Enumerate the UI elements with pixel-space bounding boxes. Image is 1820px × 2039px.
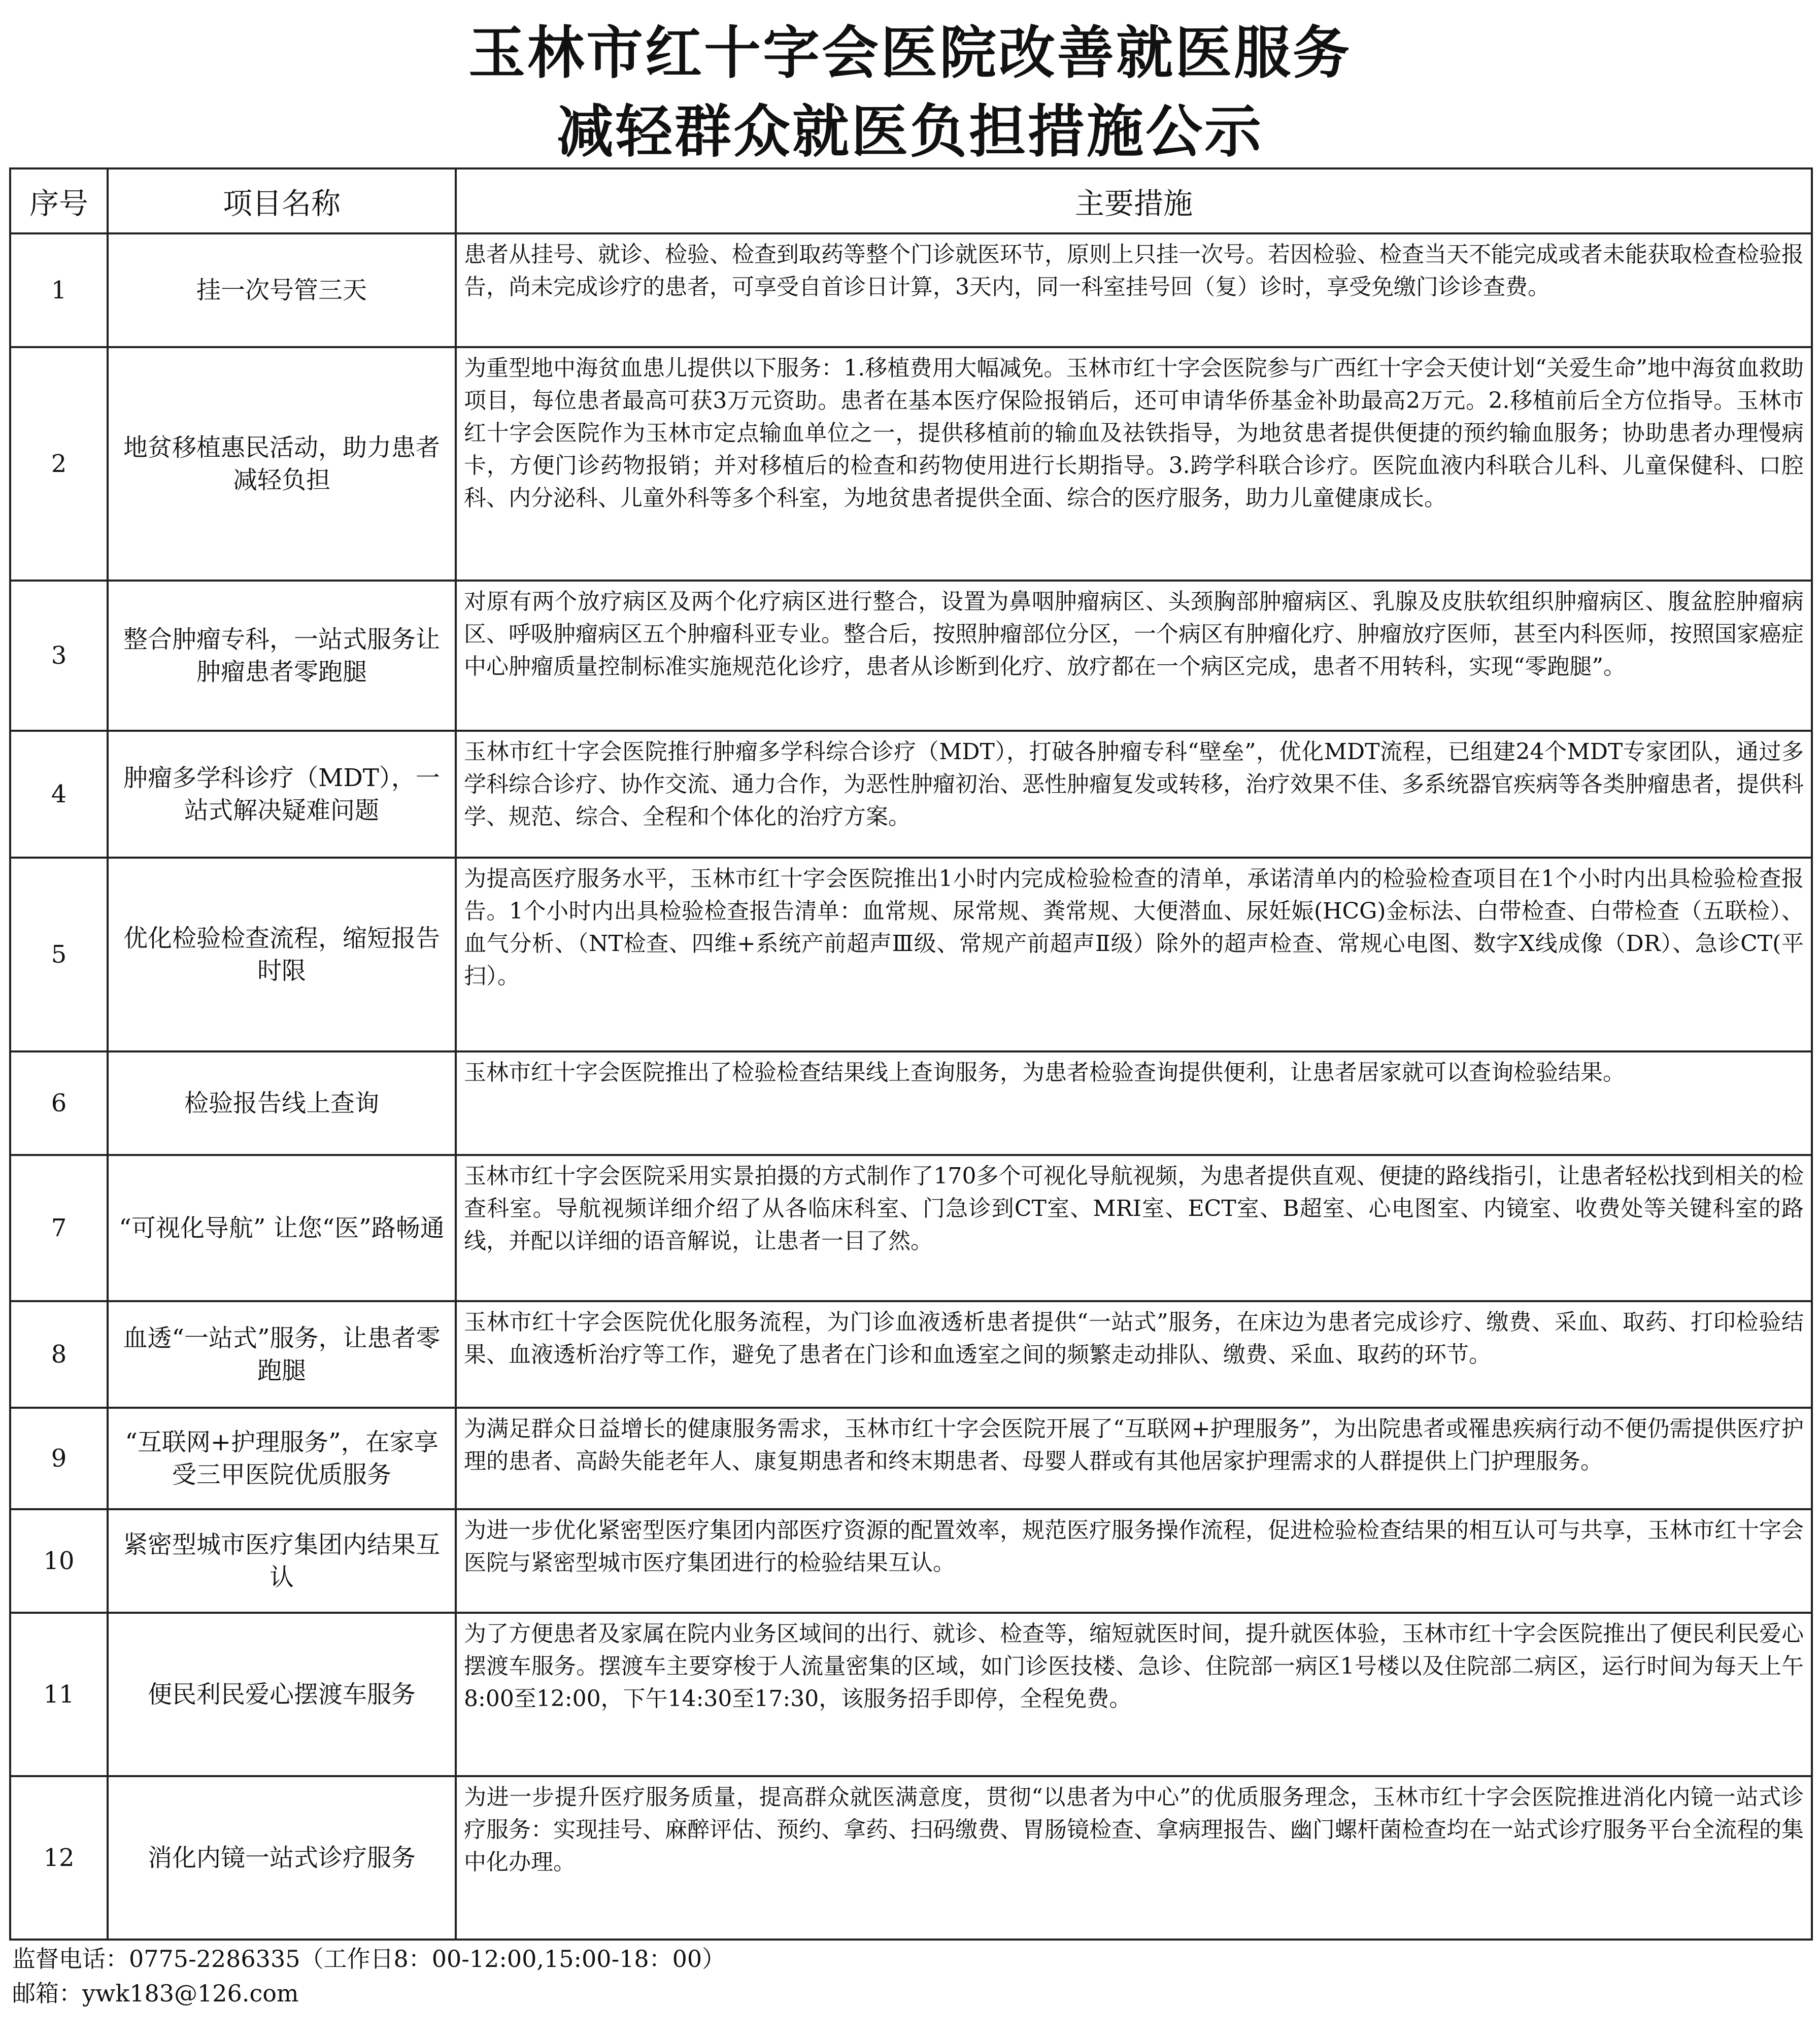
row-number: 6 (10, 1051, 108, 1155)
header-project-name: 项目名称 (108, 168, 456, 233)
measures-table (9, 167, 1813, 1941)
header-serial-number: 序号 (10, 168, 108, 233)
row-measures: 为了方便患者及家属在院内业务区域间的出行、就诊、检查等，缩短就医时间，提升就医体验，玉林市红十字会医院推出了便民利民爱心摆渡车服务。摆渡车主要穿梭于人流量密集的区域，如门诊医技楼、急诊、住院部一病区1号楼以及住院部二病区，运行时间为每天上午8:00至12:00，下午14:30至17:30，该服务招手即停，全程免费。 (456, 1613, 1812, 1776)
row-project-name: 肿瘤多学科诊疗（MDT），一站式解决疑难问题 (108, 731, 456, 858)
table-row (10, 1509, 1812, 1613)
row-project-name: 便民利民爱心摆渡车服务 (108, 1613, 456, 1776)
row-project-name: 检验报告线上查询 (108, 1051, 456, 1155)
row-measures: 玉林市红十字会医院采用实景拍摄的方式制作了170多个可视化导航视频，为患者提供直观、便捷的路线指引，让患者轻松找到相关的检查科室。导航视频详细介绍了从各临床科室、门急诊到CT室、MRI室、ECT室、B超室、心电图室、内镜室、收费处等关键科室的路线，并配以详细的语音解说，让患者一目了然。 (456, 1155, 1812, 1301)
row-measures: 患者从挂号、就诊、检验、检查到取药等整个门诊就医环节，原则上只挂一次号。若因检验、检查当天不能完成或者未能获取检查检验报告，尚未完成诊疗的患者，可享受自首诊日计算，3天内，同一科室挂号回（复）诊时，享受免缴门诊诊查费。 (456, 233, 1812, 347)
row-project-name: 紧密型城市医疗集团内结果互认 (108, 1509, 456, 1613)
row-project-name: 地贫移植惠民活动，助力患者减轻负担 (108, 347, 456, 581)
table-row (10, 858, 1812, 1051)
row-project-name: “互联网+护理服务”，在家享受三甲医院优质服务 (108, 1408, 456, 1509)
row-measures: 为进一步提升医疗服务质量，提高群众就医满意度，贯彻“以患者为中心”的优质服务理念，玉林市红十字会医院推进消化内镜一站式诊疗服务：实现挂号、麻醉评估、预约、拿药、扫码缴费、胃肠镜检查、拿病理报告、幽门螺杆菌检查均在一站式诊疗服务平台全流程的集中化办理。 (456, 1776, 1812, 1940)
row-measures: 玉林市红十字会医院推行肿瘤多学科综合诊疗（MDT），打破各肿瘤专科“壁垒”，优化MDT流程，已组建24个MDT专家团队，通过多学科综合诊疗、协作交流、通力合作，为恶性肿瘤初治、恶性肿瘤复发或转移，治疗效果不佳、多系统器官疾病等各类肿瘤患者，提供科学、规范、综合、全程和个体化的治疗方案。 (456, 731, 1812, 858)
table-row (10, 1301, 1812, 1408)
row-number: 7 (10, 1155, 108, 1301)
row-measures: 玉林市红十字会医院推出了检验检查结果线上查询服务，为患者检验查询提供便利，让患者居家就可以查询检验结果。 (456, 1051, 1812, 1155)
header-main-measures: 主要措施 (456, 168, 1812, 233)
row-number: 4 (10, 731, 108, 858)
contact-email: 邮箱：ywk183@126.com (12, 1980, 299, 2007)
row-project-name: 整合肿瘤专科，一站式服务让肿瘤患者零跑腿 (108, 581, 456, 731)
row-project-name: 优化检验检查流程，缩短报告时限 (108, 858, 456, 1051)
table-header-row (10, 168, 1812, 233)
row-number: 1 (10, 233, 108, 347)
row-project-name: 消化内镜一站式诊疗服务 (108, 1776, 456, 1940)
row-measures: 为进一步优化紧密型医疗集团内部医疗资源的配置效率，规范医疗服务操作流程，促进检验检查结果的相互认可与共享，玉林市红十字会医院与紧密型城市医疗集团进行的检验结果互认。 (456, 1509, 1812, 1613)
row-number: 2 (10, 347, 108, 581)
row-measures: 玉林市红十字会医院优化服务流程，为门诊血液透析患者提供“一站式”服务，在床边为患者完成诊疗、缴费、采血、取药、打印检验结果、血液透析治疗等工作，避免了患者在门诊和血透室之间的频繁走动排队、缴费、采血、取药的环节。 (456, 1301, 1812, 1408)
table-row (10, 1613, 1812, 1776)
table-row (10, 347, 1812, 581)
table-row (10, 1155, 1812, 1301)
table-row (10, 233, 1812, 347)
row-number: 9 (10, 1408, 108, 1509)
table-row (10, 1776, 1812, 1940)
row-measures: 对原有两个放疗病区及两个化疗病区进行整合，设置为鼻咽肿瘤病区、头颈胸部肿瘤病区、乳腺及皮肤软组织肿瘤病区、腹盆腔肿瘤病区、呼吸肿瘤病区五个肿瘤科亚专业。整合后，按照肿瘤部位分区，一个病区有肿瘤化疗、肿瘤放疗医师，甚至内科医师，按照国家癌症中心肿瘤质量控制标准实施规范化诊疗，患者从诊断到化疗、放疗都在一个病区完成，患者不用转科，实现“零跑腿”。 (456, 581, 1812, 731)
row-project-name: 血透“一站式”服务，让患者零跑腿 (108, 1301, 456, 1408)
table-row (10, 1051, 1812, 1155)
row-measures: 为满足群众日益增长的健康服务需求，玉林市红十字会医院开展了“互联网+护理服务”，为出院患者或罹患疾病行动不便仍需提供医疗护理的患者、高龄失能老年人、康复期患者和终末期患者、母婴人群或有其他居家护理需求的人群提供上门护理服务。 (456, 1408, 1812, 1509)
row-number: 3 (10, 581, 108, 731)
page-title-line1: 玉林市红十字会医院改善就医服务 (468, 20, 1352, 86)
row-measures: 为重型地中海贫血患儿提供以下服务：1.移植费用大幅减免。玉林市红十字会医院参与广西红十字会天使计划“关爱生命”地中海贫血救助项目，每位患者最高可获3万元资助。患者在基本医疗保险报销后，还可申请华侨基金补助最高2万元。2.移植前后全方位指导。玉林市红十字会医院作为玉林市定点输血单位之一，提供移植前的输血及祛铁指导，为地贫患者提供便捷的预约输血服务；协助患者办理慢病卡，方便门诊药物报销；并对移植后的检查和药物使用进行长期指导。3.跨学科联合诊疗。医院血液内科联合儿科、儿童保健科、口腔科、内分泌科、儿童外科等多个科室，为地贫患者提供全面、综合的医疗服务，助力儿童健康成长。 (456, 347, 1812, 581)
row-number: 12 (10, 1776, 108, 1940)
table-row (10, 1408, 1812, 1509)
row-measures: 为提高医疗服务水平，玉林市红十字会医院推出1小时内完成检验检查的清单，承诺清单内的检验检查项目在1个小时内出具检验检查报告。1个小时内出具检验检查报告清单：血常规、尿常规、粪常规、大便潜血、尿妊娠(HCG)金标法、白带检查、白带检查（五联检）、血气分析、（NT检查、四维+系统产前超声Ⅲ级、常规产前超声Ⅱ级）除外的超声检查、常规心电图、数字X线成像（DR）、急诊CT(平扫）。 (456, 858, 1812, 1051)
row-number: 5 (10, 858, 108, 1051)
row-number: 8 (10, 1301, 108, 1408)
supervision-phone: 监督电话：0775-2286335（工作日8：00-12:00,15:00-18：00） (12, 1945, 726, 1973)
page-title-line2: 减轻群众就医负担措施公示 (557, 99, 1263, 165)
row-number: 10 (10, 1509, 108, 1613)
row-project-name: 挂一次号管三天 (108, 233, 456, 347)
table-row (10, 581, 1812, 731)
row-number: 11 (10, 1613, 108, 1776)
row-project-name: “可视化导航” 让您“医”路畅通 (108, 1155, 456, 1301)
table-row (10, 731, 1812, 858)
